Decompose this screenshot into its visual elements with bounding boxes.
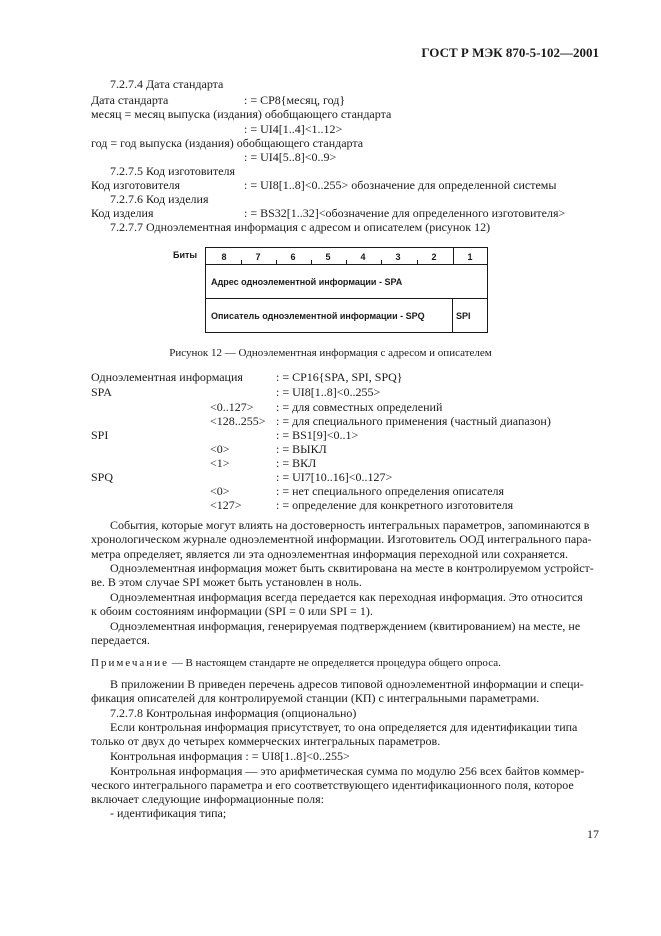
section-7-2-7-8: 7.2.7.8 Контрольная информация (опционально)	[110, 706, 357, 720]
manufacturer-label: Код изготовителя	[91, 178, 181, 192]
def-c-8: : = нет специального определения описателя	[276, 484, 505, 498]
bullet-type-identification: - идентификация типа;	[110, 806, 227, 820]
para-5-line-2: фикация описателей для контролируемой станции (КП) с интегральными параметрами.	[91, 691, 540, 705]
address-row	[205, 264, 488, 299]
def-a-1: SPA	[91, 385, 112, 399]
date-value: : = CP8{месяц, год}	[244, 93, 346, 107]
def-a-7: SPQ	[91, 470, 114, 484]
year-label: год = год выпуска (издания) обобщающего стандарта	[91, 136, 364, 150]
address-cell: Адрес одноэлементной информации - SPA	[211, 277, 403, 287]
year-value: : = UI4[5..8]<0..9>	[244, 150, 337, 164]
def-b-6: <1>	[210, 456, 230, 470]
para-2-line-2: ве. В этом случае SPI может быть установлен в ноль.	[91, 575, 362, 589]
def-a-4: SPI	[91, 428, 109, 442]
para-3-line-1: Одноэлементная информация всегда передается как переходная информация. Это относится	[110, 590, 583, 604]
section-7-2-7-5: 7.2.7.5 Код изготовителя	[110, 164, 236, 178]
bit-1: 1	[467, 252, 473, 262]
para-7-line-2: ческого интегрального параметра и его соответствующего идентификационного поля, которое	[91, 778, 574, 792]
def-b-8: <0>	[210, 484, 230, 498]
page-number: 17	[587, 827, 599, 841]
para-7-line-3: включает следующие информационные поля:	[91, 792, 324, 806]
bit-4: 4	[360, 252, 366, 262]
descriptor-cell	[206, 299, 453, 332]
bit-7: 7	[255, 252, 261, 262]
def-c-2: : = для совместных определений	[276, 400, 443, 414]
para-1-line-2: хронологическом журнале одноэлементной информации. Изготовитель ООД интегрального пара-	[91, 532, 592, 546]
note-text: — В настоящем стандарте не определяется процедура общего опроса.	[168, 657, 501, 669]
month-value: : = UI4[1..4]<1..12>	[244, 122, 343, 136]
def-c-4: : = BS1[9]<0..1>	[276, 428, 359, 442]
para-7-line-1: Контрольная информация — это арифметическая сумма по модулю 256 всех байтов коммер-	[110, 764, 585, 778]
descriptor-row	[205, 298, 488, 333]
figure-12	[173, 247, 488, 335]
def-b-9: <127>	[210, 498, 242, 512]
bit-3: 3	[395, 252, 401, 262]
bit-2: 2	[431, 252, 437, 262]
def-c-5: : = ВЫКЛ	[276, 442, 327, 456]
control-info-def: Контрольная информация : = UI8[1..8]<0..255>	[110, 749, 350, 763]
def-b-3: <128..255>	[210, 414, 266, 428]
bit-6: 6	[290, 252, 296, 262]
month-label: месяц = месяц выпуска (издания) обобщающего стандарта	[91, 107, 392, 121]
para-4-line-2: передается.	[91, 633, 150, 647]
def-b-2: <0..127>	[210, 400, 254, 414]
def-c-7: : = UI7[10..16]<0..127>	[276, 470, 393, 484]
para-3-line-2: к обоим состояниям информации (SPI = 0 или SPI = 1).	[91, 604, 373, 618]
product-label: Код изделия	[91, 206, 154, 220]
def-c-6: : = ВКЛ	[276, 456, 317, 470]
para-1-line-1: События, которые могут влиять на достоверность интегральных параметров, запоминаются в	[110, 518, 590, 532]
section-7-2-7-7: 7.2.7.7 Одноэлементная информация с адресом и описателем (рисунок 12)	[110, 220, 491, 234]
para-6-line-2: только от двух до четырех коммерческих интегральных параметров.	[91, 734, 441, 748]
para-2-line-1: Одноэлементная информация может быть сквитирована на месте в контролируемом устройст-	[110, 561, 594, 575]
section-7-2-7-6: 7.2.7.6 Код изделия	[110, 192, 209, 206]
def-b-5: <0>	[210, 442, 230, 456]
bits-label: Биты	[173, 250, 198, 260]
def-a-0: Одноэлементная информация	[91, 370, 243, 384]
def-c-0: : = CP16{SPA, SPI, SPQ}	[276, 370, 403, 384]
section-7-2-7-4: 7.2.7.4 Дата стандарта	[110, 77, 224, 91]
bit-5: 5	[325, 252, 331, 262]
para-4-line-1: Одноэлементная информация, генерируемая подтверждением (квитированием) на месте, не	[110, 619, 581, 633]
def-c-1: : = UI8[1..8]<0..255>	[276, 385, 381, 399]
date-label: Дата стандарта	[91, 93, 169, 107]
page-header: ГОСТ Р МЭК 870-5-102—2001	[421, 45, 599, 60]
spi-cell: SPI	[456, 311, 471, 321]
note	[91, 656, 501, 670]
para-1-line-3: метра определяет, является ли эта одноэлементная информация переходной или сохраняется.	[91, 547, 569, 561]
def-c-9: : = определение для конкретного изготовителя	[276, 498, 514, 512]
descriptor-label: Описатель одноэлементной информации - SPQ	[211, 311, 425, 321]
def-c-3: : = для специального применения (частный диапазон)	[276, 414, 551, 428]
figure-caption: Рисунок 12 — Одноэлементная информация с адресом и описателем	[169, 347, 492, 359]
bit-8: 8	[221, 252, 227, 262]
para-6-line-1: Если контрольная информация присутствует, то она определяется для идентификации типа	[110, 720, 578, 734]
manufacturer-value: : = UI8[1..8]<0..255> обозначение для определенной системы	[244, 178, 557, 192]
bits-row	[205, 247, 488, 265]
product-value: : = BS32[1..32]<обозначение для определенного изготовителя>	[244, 206, 566, 220]
para-5-line-1: В приложении В приведен перечень адресов типовой одноэлементной информации и специ-	[110, 677, 584, 691]
note-label: Примечание	[91, 657, 169, 669]
